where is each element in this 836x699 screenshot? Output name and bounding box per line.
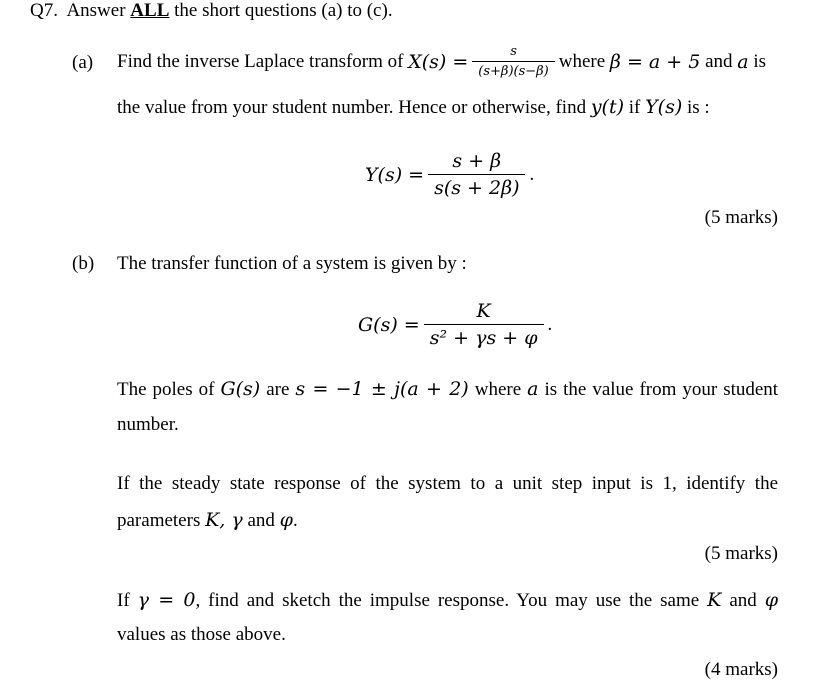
gamma-mid: , find and sketch the impulse response. You may use the same [195, 590, 700, 611]
part-a-is-colon: is : [687, 97, 710, 118]
beta-definition: β = a + 5 [609, 50, 701, 73]
intro-prefix: Answer [66, 0, 126, 21]
y-of-t: y(t) [590, 96, 625, 118]
Y-of-s: Y(s) [645, 96, 683, 118]
steady-line1: If the steady state response of the system to a unit step input is 1, identify the [117, 473, 778, 494]
gamma-line2: values as those above. [117, 624, 286, 645]
gamma-condition: γ = 0 [137, 589, 196, 611]
poles-prefix: The poles of [117, 379, 215, 400]
poles-line2: number. [117, 414, 179, 435]
part-a-where: where [558, 50, 606, 72]
poles-are: are [266, 379, 290, 400]
steady-params: K, γ [205, 509, 243, 531]
part-a-line2 [117, 96, 710, 119]
part-a-line2-prefix: the value from your student number. Hence or otherwise, find [117, 97, 587, 118]
steady-prefix: parameters [117, 510, 201, 531]
part-b-marks-1: (5 marks) [704, 543, 778, 564]
gamma-phi: φ [764, 589, 779, 611]
G-denominator: s² + γs + φ [424, 324, 544, 349]
part-a-line1-prefix: Find the inverse Laplace transform of [117, 50, 404, 72]
steady-line2 [117, 509, 298, 532]
poles-a: a [527, 378, 539, 400]
x-lhs: X(s) = [408, 50, 469, 73]
G-equation-lhs: G(s) = [358, 313, 420, 336]
part-a-and: and [705, 50, 733, 72]
Y-fraction [428, 150, 525, 199]
equation-G [358, 300, 552, 349]
steady-and: and [247, 510, 275, 531]
gamma-if: If [117, 590, 130, 611]
G-fraction [424, 300, 544, 349]
part-a-if: if [628, 97, 641, 118]
intro-suffix: the short questions (a) to (c). [174, 0, 393, 21]
Y-equation-lhs: Y(s) = [365, 163, 425, 186]
question-number: Q7. [30, 0, 58, 21]
part-a-marks: (5 marks) [704, 207, 778, 228]
x-denominator: (s+β)(s−β) [472, 61, 554, 79]
steady-phi: φ [279, 509, 293, 531]
Y-equation-end: . [529, 163, 535, 185]
question-header [30, 0, 393, 22]
gamma-and: and [729, 590, 757, 611]
a-variable: a [737, 50, 749, 73]
poles-line1 [117, 378, 778, 401]
poles-where: where [474, 379, 522, 400]
x-numerator: s [510, 44, 517, 59]
poles-expression: s = −1 ± j(a + 2) [295, 378, 469, 400]
G-numerator: K [476, 300, 491, 322]
part-b-intro: The transfer function of a system is given by : [117, 253, 467, 274]
part-b-marks-2: (4 marks) [704, 659, 778, 680]
intro-bold: ALL [130, 0, 170, 21]
poles-G: G(s) [220, 378, 261, 400]
part-a-label: (a) [72, 52, 94, 73]
part-a-is: is [753, 50, 767, 72]
part-a-line1 [117, 44, 766, 79]
steady-end: . [292, 510, 298, 531]
poles-suffix: is the value from your student [544, 379, 779, 400]
G-equation-end: . [547, 313, 553, 335]
x-fraction [472, 44, 554, 79]
equation-Y [365, 150, 534, 199]
gamma-K: K [707, 589, 722, 611]
gamma-line1 [117, 589, 778, 612]
Y-denominator: s(s + 2β) [428, 174, 525, 199]
Y-numerator: s + β [452, 150, 502, 172]
part-b-label: (b) [72, 253, 95, 274]
